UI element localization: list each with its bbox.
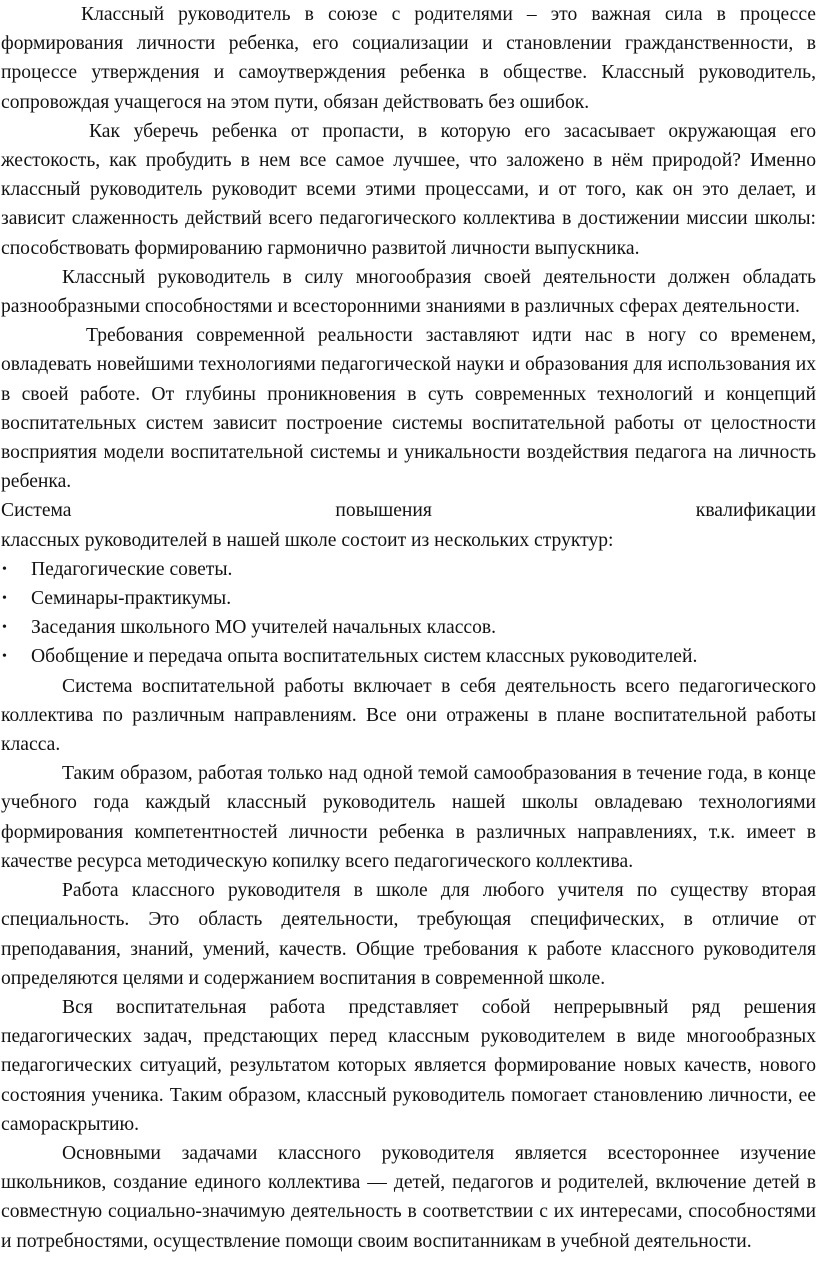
list-item-text: Обобщение и передача опыта воспитательных систем классных руководителей. bbox=[31, 646, 698, 668]
paragraph-8: Вся воспитательная работа представляет собой непрерывный ряд решения педагогических задач, предстающих перед классным руководителем в виде многообразных педагогических ситуаций, результатом которых является формирование новых качеств, нового состояния ученика. Таким образом, классный руководитель помогает становлению личности, ее самораскрытию. bbox=[1, 996, 816, 1135]
paragraph-3: Классный руководитель в силу многообразия своей деятельности должен обладать разнообразными способностями и всесторонними знаниями в различных сферах деятельности. bbox=[1, 266, 816, 318]
list-item bbox=[1, 613, 816, 642]
paragraph-7: Работа классного руководителя в школе для любого учителя по существу вторая специальность. Это область деятельности, требующая специфических, в отличие от преподавания, знаний, умений, качеств. Общие требования к работе классного руководителя определяются целями и содержанием воспитания в современной школе. bbox=[1, 880, 816, 989]
split-word-1: Система bbox=[1, 500, 72, 522]
paragraph-6: Таким образом, работая только над одной темой самообразования в течение года, в конце учебного года каждый классный руководитель нашей школы овладеваю технологиями формирования компетентностей личности ребенка в различных направлениях, т.к. имеет в качестве ресурса методическую копилку всего педагогического коллектива. bbox=[1, 763, 816, 872]
paragraph-9: Основными задачами классного руководителя является всестороннее изучение школьников, создание единого коллектива — детей, педагогов и родителей, включение детей в совместную социально-значимую деятельность в соответствии с их интересами, способностями и потребностями, осуществление помощи своим воспитанникам в учебной деятельности. bbox=[1, 1142, 816, 1252]
list-item bbox=[1, 642, 816, 671]
list-item bbox=[1, 584, 816, 613]
paragraph-4: Требования современной реальности заставляют идти нас в ногу со временем, овладевать новейшими технологиями педагогической науки и образования для использования их в своей работе. От глубины проникновения в суть современных технологий и концепций воспитательных систем зависит построение системы воспитательной работы от целостности восприятия модели воспитательной системы и уникальности воздействия педагога на личность ребенка. bbox=[1, 325, 816, 493]
bullet-icon: • bbox=[2, 591, 7, 607]
paragraph-2: Как уберечь ребенка от пропасти, в которую его засасывает окружающая его жестокость, как пробудить в нем все самое лучшее, что заложено в нём природой? Именно классный руководитель руководит всеми этими процессами, и от того, как он это делает, и зависит слаженность действий всего педагогического коллектива в достижении миссии школы: способствовать формированию гармонично развитой личности выпускника. bbox=[1, 120, 816, 259]
structures-list bbox=[1, 555, 816, 672]
paragraph-5: Система воспитательной работы включает в себя деятельность всего педагогического коллектива по различным направлениям. Все они отражены в плане воспитательной работы класса. bbox=[1, 675, 816, 756]
split-word-3: квалификации bbox=[695, 500, 816, 522]
qualification-continuation: классных руководителей в нашей школе состоит из нескольких структур: bbox=[1, 529, 614, 551]
bullet-icon: • bbox=[2, 620, 7, 636]
paragraph-1: Классный руководитель в союзе с родителями – это важная сила в процессе формирования личности ребенка, его социализации и становлении гражданственности, в процессе утверждения и самоутверждения ребенка в обществе. Классный руководитель, сопровождая учащегося на этом пути, обязан действовать без ошибок. bbox=[1, 4, 816, 113]
list-item-text: Педагогические советы. bbox=[31, 558, 233, 580]
split-word-2: повышения bbox=[335, 500, 432, 522]
bullet-icon: • bbox=[2, 649, 7, 665]
qualification-heading-line bbox=[1, 496, 816, 525]
list-item-text: Семинары-практикумы. bbox=[31, 588, 232, 610]
bullet-icon: • bbox=[2, 561, 7, 577]
list-item bbox=[1, 555, 816, 584]
list-item-text: Заседания школьного МО учителей начальных классов. bbox=[31, 617, 497, 639]
